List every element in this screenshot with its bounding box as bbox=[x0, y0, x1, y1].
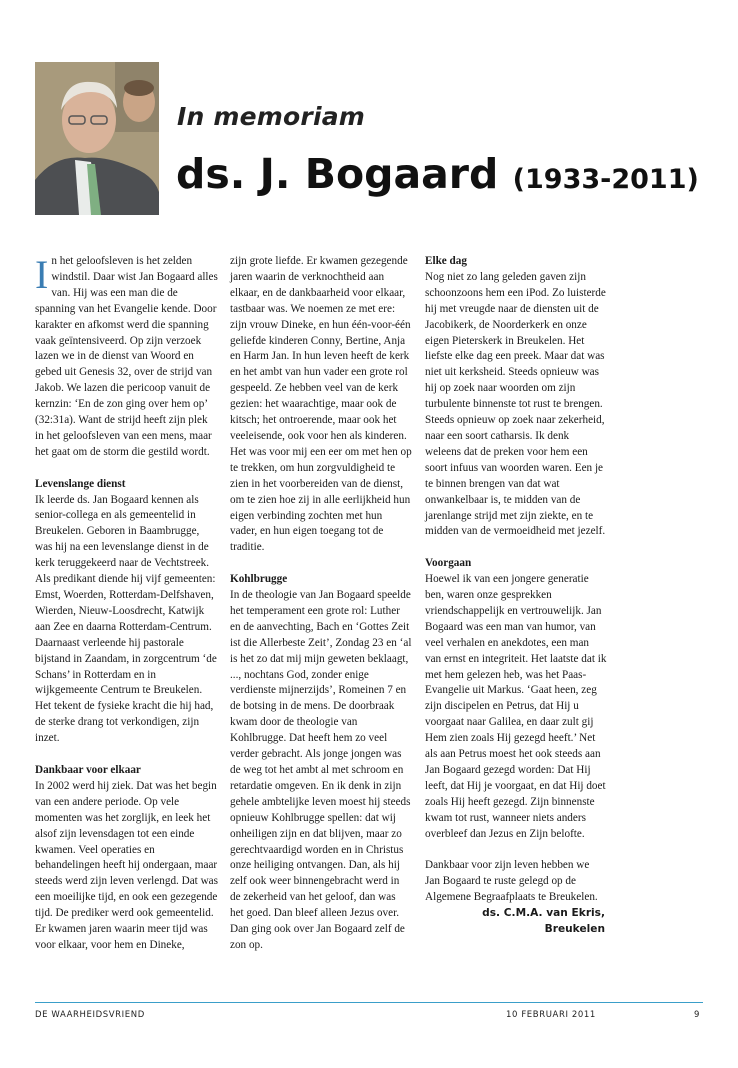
article-column-1 bbox=[35, 254, 218, 954]
signature: ds. C.M.A. van Ekris, Breukelen bbox=[482, 907, 605, 936]
page-number: 9 bbox=[694, 1010, 701, 1020]
paragraph-closing: Dankbaar voor zijn leven hebben we Jan Bogaard te ruste gelegd op de Algemene Begraafplaats te Breukelen. bbox=[425, 859, 598, 904]
portrait-photo bbox=[35, 62, 159, 215]
paragraph-voorgaan: Hoewel ik van een jongere generatie ben, waren onze gesprekken vriendschappelijk en vertrouwelijk. Jan Bogaard was een man van humor, van veel verhalen en anekdotes, een man van ernst en integriteit. Het laatste dat ik met hem gelezen heb, was het Paas-Evangelie uit Markus. ‘Gaat heen, zeg zijn discipelen en Petrus, dat Hij u voorgaat naar Galilea, en daar zult gij Hem zien zoals Hij gezegd heeft.’ Net als aan Petrus moest het ook steeds aan Jan Bogaard gezegd worden: Dat Hij leeft, dat Hij je voorgaat, en dat Hij doet zoals Hij heeft gezegd. Zijn binnenste kwam tot rust, wanneer niets anders overbleef dan Jezus en Zijn belofte. bbox=[425, 573, 607, 840]
heading-voorgaan: Voorgaan bbox=[425, 557, 472, 570]
heading-levenslange-dienst: Levenslange dienst bbox=[35, 477, 126, 490]
title-name: ds. J. Bogaard bbox=[176, 150, 499, 198]
heading-dankbaar: Dankbaar voor elkaar bbox=[35, 763, 141, 776]
intro-paragraph bbox=[35, 254, 218, 461]
dropcap: I bbox=[35, 252, 49, 297]
article-column-2 bbox=[230, 254, 412, 954]
article-column-3 bbox=[425, 254, 607, 938]
heading-elke-dag: Elke dag bbox=[425, 255, 467, 267]
paragraph-elke-dag: Nog niet zo lang geleden gaven zijn schoonzoons hem een iPod. Zo luisterde hij met vreugde naar de diensten uit de Jacobikerk, de Noorderkerk en onze eigen Pieterskerk in Breukelen. Het liefste elke dag een preek. Maar dat was niet uit kerksheid. Steeds opnieuw was hij op zoek naar woorden om zijn turbulente binnenste tot rust te brengen. Steeds opnieuw op zoek naar zekerheid, naar een soort catharsis. Ik denk weleens dat de preken voor hem een soort infuus van woorden waren. Een je te binnen brengen van dat wat onwankelbaar is, te midden van de jarenlange strijd met zijn ziekte, en te midden van de vermoeidheid met jezelf. bbox=[425, 270, 606, 538]
footer-publication: DE WAARHEIDSVRIEND bbox=[35, 1010, 145, 1020]
title-years: (1933-2011) bbox=[512, 164, 699, 195]
page-title bbox=[176, 150, 699, 198]
paragraph-continued: zijn grote liefde. Er kwamen gezegende jaren waarin de verknochtheid aan elkaar, en de dankbaarheid voor elkaar, tastbaar was. We noemen ze met ere: zijn vrouw Dineke, en hun één-voor-één geliefde kinderen Conny, Bertine, Anja en Harm Jan. In hun leven heeft de kerk en het ambt van hun vader een grote rol gespeeld. Ze hebben veel van de kerk gezien: het waarachtige, maar ook de kitsch; het ontroerende, maar ook het veeleisende, ook voor hen als kinderen. Het was voor mij een eer om met hen op te trekken, om hun zorgvuldigheid te zien in het voorbereiden van de dienst, om te zien hoe zij in alle eerlijkheid hun eigen verbinding zochten met hun vader, en hun eigen toegang tot de traditie. bbox=[230, 255, 412, 554]
paragraph-levenslange-dienst: Ik leerde ds. Jan Bogaard kennen als senior-collega en als gemeentelid in Breukelen. Geboren in Baambrugge, was hij na een levenslange dienst in de kerk teruggekeerd naar de Vechtstreek. Als predikant diende hij vijf gemeenten: Emst, Woerden, Rotterdam-Delfshaven, Wierden, Nieuw-Loosdrecht, Katwijk aan Zee en daarna Rotterdam-Centrum. Daarnaast verleende hij pastorale bijstand in Zaandam, in zorgcentrum ‘de Schans’ in Rotterdam en in wijkgemeente Centrum te Breukelen. Het tekent de fysieke kracht die hij had, de sterke drang tot verkondigen, zijn inzet. bbox=[35, 493, 217, 745]
footer-date: 10 FEBRUARI 2011 bbox=[506, 1010, 596, 1020]
kicker-in-memoriam: In memoriam bbox=[177, 102, 366, 131]
footer-rule bbox=[35, 1002, 703, 1003]
heading-kohlbrugge: Kohlbrugge bbox=[230, 573, 288, 586]
paragraph-kohlbrugge: In de theologie van Jan Bogaard speelde het temperament een grote rol: Luther en de aanvechting, Bach en ‘Gottes Zeit ist die Allerbeste Zeit’, Zondag 23 en ‘al is het zo dat mij mijn geweten beklaagt, ..., nochtans God, zonder enige verdienste mijnerzijds’, Romeinen 7 en de botsing in de mens. De doorbraak kwam door de theologie van Kohlbrugge. Dat heeft hem zo veel verder gebracht. Als jonge jongen was de weg tot het ambt al met schroom en retardatie omgeven. En ik denk in zijn gehele ambtelijke leven moest hij steeds opnieuw Kohlbrugge spellen: dat wij onheiligen zijn en dat blijven, maar zo gerechtvaardigd worden en in Christus onze heiliging ontvangen. Dan, als hij zelf ook weer binnengebracht werd in de zekerheid van het geloof, dan was het goed. Dan bleef alleen Jezus over. Dan ging ook over Jan Bogaard zelf de zon op. bbox=[230, 589, 412, 951]
portrait-icon bbox=[35, 62, 159, 215]
intro-text: n het geloofsleven is het zelden windstil. Daar wist Jan Bogaard alles van. Hij was een man die de spanning van het Evangelie kende. Door karakter en afkomst werd die spanning vaak geïntensiveerd. Op zijn verzoek lazen we in de dienst van Woord en gebed uit Genesis 32, over de strijd van Jakob. We lazen die pericoop vanuit de kernzin: ‘En de zon ging over hem op’ (32:31a). Want de strijd heeft zijn plek in het geloofsleven van een mens, maar het gaat om de storm die gestild wordt. bbox=[35, 255, 218, 458]
paragraph-dankbaar: In 2002 werd hij ziek. Dat was het begin van een andere periode. Op vele momenten was het zorglijk, en leek het alsof zijn levensdagen tot een einde kwamen. Veel operaties en behandelingen heeft hij ondergaan, maar steeds werd zijn leven verlengd. Dat was een moeilijke tijd, en ook een gezegende tijd. De prediker werd ook gemeentelid. Er kwamen jaren waarin meer tijd was voor elkaar, voor hem en Dineke, bbox=[35, 779, 218, 951]
